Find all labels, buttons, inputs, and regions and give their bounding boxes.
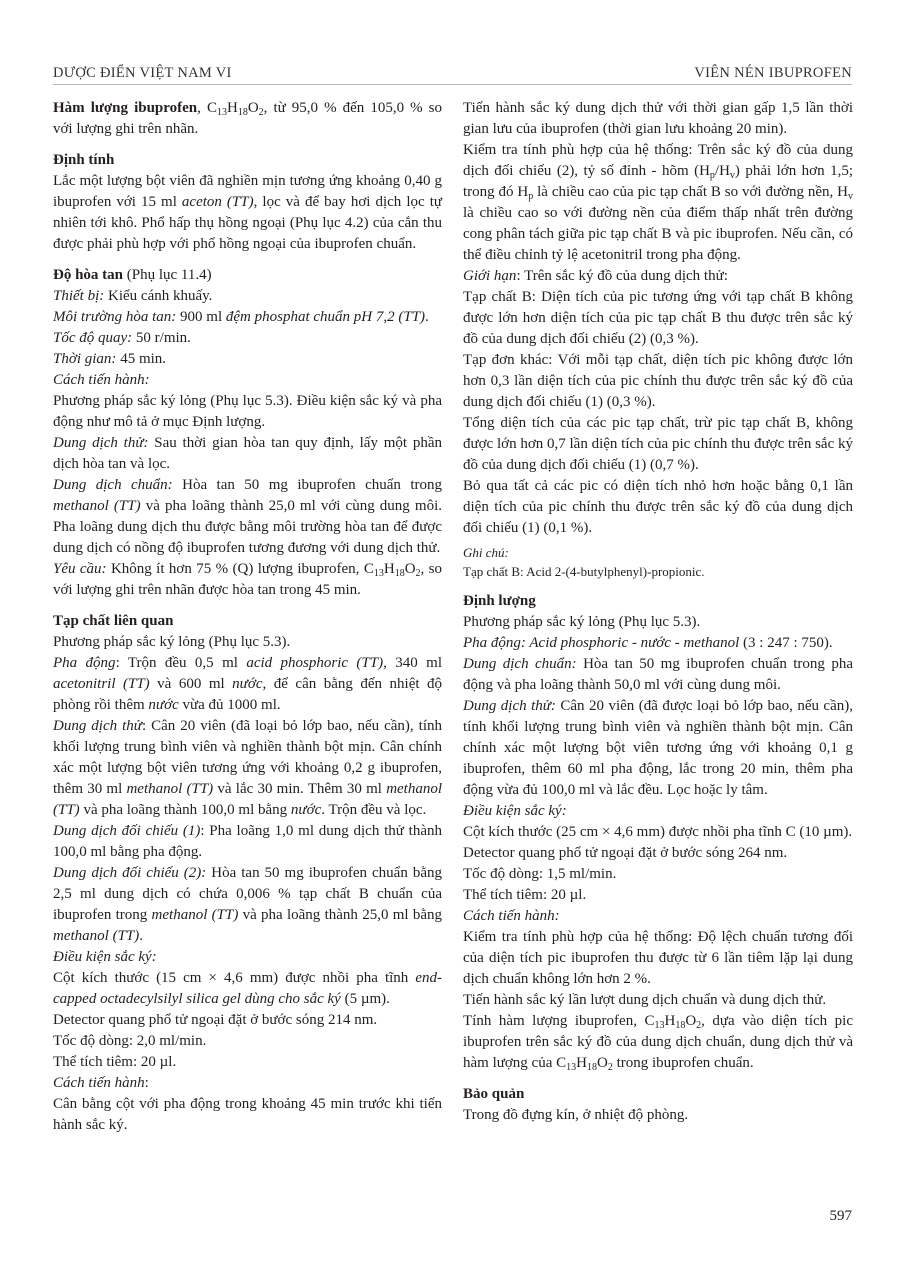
impurities-run: Tiến hành sắc ký dung dịch thử với thời gian gấp 1,5 lần thời gian lưu của ibuprofen (thời gian lưu khoảng 20 min).	[463, 100, 853, 137]
dissolution-standard-solution: Dung dịch chuẩn: Hòa tan 50 mg ibuprofen chuẩn trong methanol (TT) và pha loãng thành 25,0 ml với cùng dung môi. Pha loãng dung dịch thu được bằng môi trường hòa tan để được dung dịch có nồng độ ibuprofen tương đương với dung dịch thử.	[53, 477, 443, 556]
impurities-system-suitability: Kiểm tra tính phù hợp của hệ thống: Trên sắc ký đồ của dung dịch đối chiếu (2), tỷ số đỉnh - hõm $(H_p/H_v)$ phải lớn hơn 1,5; trong đó $H_p$ là chiều cao của pic tạp chất B so với đường nền, $H_v$ là chiều cao so với đường nền của điểm thấp nhất trên đường cong phân tách giữa pic tạp chất B và pic ibuprofen. Nếu cần, có thể điều chỉnh tỷ lệ acetonitril trong pha động.	[463, 142, 853, 263]
disregard-limit: Bỏ qua tất cả các pic có diện tích nhỏ hơn hoặc bằng 0,1 lần diện tích của pic chính thu được trên sắc ký đồ của dung dịch đối chiếu (1) (0,1 %).	[463, 478, 853, 536]
impurities-procedure-label: Cách tiến hành:	[53, 1075, 149, 1091]
assay-test-solution: Dung dịch thử: Cân 20 viên (đã được loại bỏ lớp bao, nếu cần), tính khối lượng trung bình viên và nghiền thành bột mịn. Cân chính xác một lượng bột viên tương ứng với khoảng 0,1 g ibuprofen, thêm 60 ml pha động, lắc trong 20 min, thêm pha động vừa đủ 100,0 ml và lắc đều. Lọc hoặc ly tâm.	[463, 698, 853, 798]
identification-heading: Định tính	[53, 152, 115, 168]
impurities-procedure: Cân bằng cột với pha động trong khoảng 45 min trước khi tiến hành sắc ký.	[53, 1096, 442, 1133]
assay-conditions-label: Điều kiện sắc ký:	[463, 803, 567, 819]
total-impurity-limit: Tổng diện tích của các pic tạp chất, trừ pic tạp chất B, không được lớn hơn 0,7 lần diện tích của pic chính thu được trên sắc ký đồ của dung dịch đối chiếu (1) (0,7 %).	[463, 415, 853, 473]
right-column	[463, 98, 853, 1126]
assay-run: Tiến hành sắc ký lần lượt dung dịch chuẩn và dung dịch thử.	[463, 992, 827, 1008]
dissolution-requirement: Yêu cầu: Không ít hơn 75 % (Q) lượng ibuprofen, $C_{13}H_{18}O_2$, so với lượng ghi trên nhãn được hòa tan trong 45 min.	[53, 561, 443, 598]
running-header	[53, 62, 852, 85]
dissolution-heading: Độ hòa tan (Phụ lục 11.4)	[53, 267, 212, 283]
impurities-heading: Tạp chất liên quan	[53, 613, 174, 629]
assay-calculation: Tính hàm lượng ibuprofen, $C_{13}H_{18}O_2$, dựa vào diện tích pic ibuprofen trên sắc ký đồ của dung dịch chuẩn, dung dịch thử và hàm lượng của $C_{13}H_{18}O_2$ trong ibuprofen chuẩn.	[463, 1013, 853, 1073]
assay-standard-solution: Dung dịch chuẩn: Hòa tan 50 mg ibuprofen chuẩn trong pha động và pha loãng thành 50,0 ml với cùng dung môi.	[463, 656, 854, 693]
assay-procedure-label: Cách tiến hành:	[463, 908, 560, 924]
dissolution-test-solution: Dung dịch thử: Sau thời gian hòa tan quy định, lấy một phần dịch hòa tan và lọc.	[53, 435, 442, 472]
dissolution-time: Thời gian: 45 min.	[53, 351, 167, 367]
impurities-column: Cột kích thước (15 cm × 4,6 mm) được nhồi pha tĩnh end-capped octadecylsilyl silica gel dùng cho sắc ký (5 µm).	[53, 970, 442, 1007]
assay-injection-volume: Thể tích tiêm: 20 µl.	[463, 887, 587, 903]
single-impurity-limit: Tạp đơn khác: Với mỗi tạp chất, diện tích pic không được lớn hơn 0,3 lần diện tích của pic chính thu được trên sắc ký đồ của dung dịch đối chiếu (1) (0,3 %).	[463, 352, 853, 410]
impurities-reference-1: Dung dịch đối chiếu (1): Pha loãng 1,0 ml dung dịch thử thành 100,0 ml bằng pha động.	[53, 823, 442, 860]
dissolution-equipment: Thiết bị: Kiểu cánh khuấy.	[53, 288, 213, 304]
dissolution-procedure-label: Cách tiến hành:	[53, 372, 150, 388]
impurities-limit: Giới hạn: Trên sắc ký đồ của dung dịch thử:	[463, 268, 728, 284]
identification-text: Lắc một lượng bột viên đã nghiền mịn tương ứng khoảng 0,40 g ibuprofen với 15 ml aceton (TT), lọc và để bay hơi dịch lọc tự nhiên tới khô. Phổ hấp thụ hồng ngoại (Phụ lục 4.2) của cắn thu được phải phù hợp với phổ hồng ngoại của ibuprofen chuẩn.	[53, 173, 442, 252]
note-label: Ghi chú:	[463, 545, 509, 560]
storage-text: Trong đồ đựng kín, ở nhiệt độ phòng.	[463, 1107, 689, 1123]
impurities-conditions-label: Điều kiện sắc ký:	[53, 949, 157, 965]
impurity-b-limit: Tạp chất B: Diện tích của pic tương ứng với tạp chất B không được lớn hơn diện tích của pic tạp chất B thu được trên sắc ký đồ của dung dịch đối chiếu (2) (0,3 %).	[463, 289, 853, 347]
assay-method: Phương pháp sắc ký lỏng (Phụ lục 5.3).	[463, 614, 701, 630]
dissolution-medium: Môi trường hòa tan: 900 ml đệm phosphat chuẩn pH 7,2 (TT).	[53, 309, 429, 325]
header-book-title: DƯỢC ĐIỂN VIỆT NAM VI	[53, 65, 232, 81]
assay-heading: Định lượng	[463, 593, 536, 609]
storage-heading: Bảo quản	[463, 1086, 525, 1102]
impurities-mobile-phase: Pha động: Trộn đều 0,5 ml acid phosphoric (TT), 340 ml acetonitril (TT) và 600 ml nước, để cân bằng đến nhiệt độ phòng rồi thêm nước vừa đủ 1000 ml.	[53, 655, 443, 713]
header-monograph-title: VIÊN NÉN IBUPROFEN	[694, 65, 852, 81]
assay-flow-rate: Tốc độ dòng: 1,5 ml/min.	[463, 866, 617, 882]
impurities-detector: Detector quang phổ tử ngoại đặt ở bước sóng 214 nm.	[53, 1012, 378, 1028]
impurities-flow-rate: Tốc độ dòng: 2,0 ml/min.	[53, 1033, 207, 1049]
left-column	[53, 98, 442, 1136]
impurities-reference-2: Dung dịch đối chiếu (2): Hòa tan 50 mg ibuprofen chuẩn bằng 2,5 ml dung dịch có chứa 0,006 % tạp chất B chuẩn của ibuprofen trong methanol (TT) và pha loãng thành 25,0 ml bằng methanol (TT).	[53, 865, 442, 944]
impurities-method: Phương pháp sắc ký lỏng (Phụ lục 5.3).	[53, 634, 291, 650]
content-section: Hàm lượng ibuprofen, $C_{13}H_{18}O_2$, từ 95,0 % đến 105,0 % so với lượng ghi trên nhãn.	[53, 100, 442, 137]
impurities-test-solution: Dung dịch thử: Cân 20 viên (đã loại bỏ lớp bao, nếu cần), tính khối lượng trung bình viên và nghiền thành bột mịn. Cân chính xác một lượng bột viên tương ứng với khoảng 0,2 g ibuprofen, thêm 30 ml methanol (TT) và lắc 30 min. Thêm 30 ml methanol (TT) và pha loãng thành 100,0 ml bằng nước. Trộn đều và lọc.	[53, 718, 443, 818]
dissolution-procedure: Phương pháp sắc ký lỏng (Phụ lục 5.3). Điều kiện sắc ký và pha động như mô tả ở mục Định lượng.	[53, 393, 442, 430]
assay-column: Cột kích thước (25 cm × 4,6 mm) được nhồi pha tĩnh C (10 µm).	[463, 824, 853, 840]
assay-mobile-phase: Pha động: Acid phosphoric - nước - methanol (3 : 247 : 750).	[463, 635, 833, 651]
assay-system-suitability: Kiểm tra tính phù hợp của hệ thống: Độ lệch chuẩn tương đối của diện tích pic ibuprofen thu được từ 6 lần tiêm lặp lại dung dịch chuẩn không lớn hơn 2 %.	[463, 929, 853, 987]
page-number: 597	[829, 1208, 852, 1224]
impurities-injection-volume: Thể tích tiêm: 20 µl.	[53, 1054, 177, 1070]
dissolution-speed: Tốc độ quay: 50 r/min.	[53, 330, 191, 346]
assay-detector: Detector quang phổ tử ngoại đặt ở bước sóng 264 nm.	[463, 845, 788, 861]
note-text: Tạp chất B: Acid 2-(4-butylphenyl)-propionic.	[463, 564, 705, 579]
